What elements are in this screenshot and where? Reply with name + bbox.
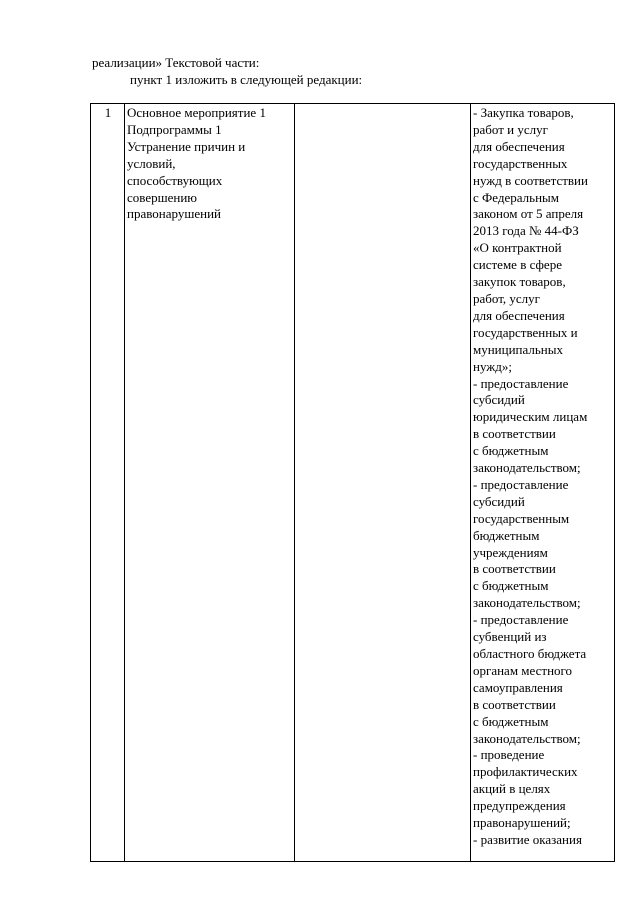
measure-details-line: нужд»; [473, 358, 512, 374]
measure-details-line: нужд в соответствии [473, 172, 588, 188]
measure-details-line: бюджетным [473, 527, 540, 543]
measure-details-line: законодательством; [473, 460, 581, 476]
intro-line-1: реализации» Текстовой части: [92, 55, 260, 70]
measure-details-line: государственных и [473, 324, 578, 340]
measure-details-line: государственных [473, 155, 568, 171]
measure-details-line: работ, услуг [473, 290, 541, 306]
measure-details-line: законом от 5 апреля [473, 206, 584, 222]
measure-details-line: юридическим лицам [473, 409, 588, 425]
measure-details-line: системе в сфере [473, 257, 562, 273]
measure-name-line: Устранение причин и [127, 138, 246, 154]
measure-details-line: учреждениям [473, 544, 548, 560]
measure-name-line: Основное мероприятие 1 [127, 105, 266, 120]
measure-details-line: предупреждения [473, 798, 566, 814]
measure-details-line: законодательством; [473, 730, 581, 746]
measure-details-line: органам местного [473, 662, 573, 678]
measure-details-line: областного бюджета [473, 646, 587, 661]
measure-details-line: 2013 года № 44-ФЗ [473, 223, 579, 239]
measure-details-line: - предоставление [473, 375, 569, 391]
measure-details-line: правонарушений; [473, 815, 571, 831]
measure-details-line: с бюджетным [473, 443, 549, 459]
measure-details-line: профилактических [473, 764, 578, 780]
measure-details-line: работ и услуг [473, 121, 548, 137]
measure-details-line: в соответствии [473, 696, 556, 712]
measure-name-line: совершению [127, 189, 198, 205]
measure-details-line: для обеспечения [473, 307, 565, 323]
row-number-cell: 1 [91, 104, 125, 862]
measure-details-line: - предоставление [473, 476, 569, 492]
measure-details-line: с Федеральным [473, 189, 559, 205]
measure-details-line: - Закупка товаров, [473, 105, 574, 120]
measure-details-line: с бюджетным [473, 578, 549, 594]
measure-details-line: субсидий [473, 493, 525, 509]
measure-details-cell [471, 104, 615, 862]
empty-cell [295, 104, 471, 862]
measure-details-line: законодательством; [473, 595, 581, 611]
measure-details-line: самоуправления [473, 679, 563, 695]
measure-details-line: муниципальных [473, 341, 564, 357]
measure-details-line: в соответствии [473, 561, 556, 577]
table-row [91, 104, 615, 862]
measure-details-line: - развитие оказания [473, 831, 582, 847]
measure-name-line: способствующих [127, 172, 223, 188]
measure-name-line: правонарушений [127, 206, 221, 222]
measure-details-line: - предоставление [473, 612, 569, 628]
intro-line-2: пункт 1 изложить в следующей редакции: [130, 72, 363, 87]
measure-name-line: Подпрограммы 1 [127, 121, 222, 137]
measure-details-line: субсидий [473, 392, 525, 408]
measure-details-line: с бюджетным [473, 713, 549, 729]
measure-details-line: для обеспечения [473, 138, 565, 154]
measure-name-cell [125, 104, 295, 862]
measure-name-line: условий, [127, 155, 176, 171]
measure-details-line: «О контрактной [473, 240, 562, 256]
measure-details-line: акций в целях [473, 781, 551, 797]
measure-details-line: в соответствии [473, 426, 556, 442]
measure-details-line: государственным [473, 510, 570, 526]
measure-details-line: субвенций из [473, 629, 547, 645]
measure-details-line: закупок товаров, [473, 274, 566, 290]
measure-details-line: - проведение [473, 747, 545, 763]
measures-table [90, 103, 615, 862]
